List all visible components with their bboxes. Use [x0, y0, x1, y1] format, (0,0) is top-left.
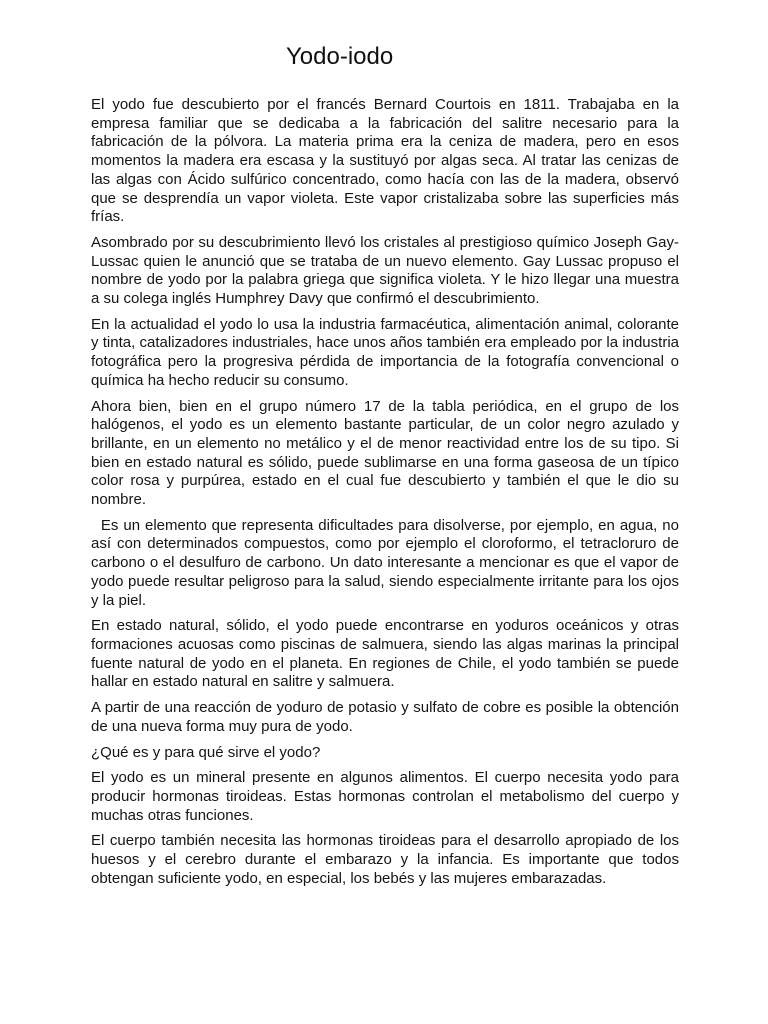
- paragraph-thyroid-hormones: El cuerpo también necesita las hormonas tiroideas para el desarrollo apropiado de los huesos y el cerebro durante el embarazo y la infancia. Es importante que todos obtengan suficiente yodo, en especial, los bebés y las mujeres embarazadas.: [91, 832, 679, 887]
- paragraph-current-uses: En la actualidad el yodo lo usa la industria farmacéutica, alimentación animal, colorante y tinta, catalizadores industriales, hace unos años también era empleado por la industria fotográfica pero la progresiva pérdida de importancia de la fotografía convencional o química ha hecho reducir su consumo.: [91, 315, 679, 389]
- paragraph-halogen-properties: Ahora bien, bien en el grupo número 17 de la tabla periódica, en el grupo de los halógenos, el yodo es un elemento bastante particular, de un color negro azulado y brillante, en un elemento no metálico y el de menor reactividad entre los de su tipo. Si bien en estado natural es sólido, puede sublimarse en una forma gaseosa de un típico color rosa y purpúrea, estado en el cual fue descubierto y también el que le dio su nombre.: [91, 397, 679, 509]
- paragraph-discovery: El yodo fue descubierto por el francés Bernard Courtois en 1811. Trabajaba en la empresa familiar que se dedicaba a la fabricación del salitre necesario para la fabricación de la pólvora. La materia prima era la ceniza de madera, pero en esos momentos la madera era escasa y la sustituyó por algas seca. Al tratar las cenizas de las algas con Ácido sulfúrico concentrado, como hacía con las de la madera, observó que se desprendía un vapor violeta. Este vapor cristalizaba sobre las superficies más frías.: [91, 96, 679, 226]
- paragraph-mineral: El yodo es un mineral presente en algunos alimentos. El cuerpo necesita yodo para producir hormonas tiroideas. Estas hormonas controlan el metabolismo del cuerpo y muchas otras funciones.: [91, 769, 679, 824]
- document-body: [91, 96, 684, 895]
- document-title: Yodo-iodo: [286, 43, 394, 70]
- paragraph-question: ¿Qué es y para qué sirve el yodo?: [91, 743, 321, 761]
- paragraph-solubility: Es un elemento que representa dificultades para disolverse, por ejemplo, en agua, no así con determinados compuestos, como por ejemplo el cloroformo, el tetracloruro de carbono o el desulfuro de carbono. Un dato interesante a mencionar es que el vapor de yodo puede resultar peligroso para la salud, siendo especialmente irritante para los ojos y la piel.: [91, 516, 684, 609]
- paragraph-natural-state: En estado natural, sólido, el yodo puede encontrarse en yoduros oceánicos y otras formaciones acuosas como piscinas de salmuera, siendo las algas marinas la principal fuente natural de yodo en el planeta. En regiones de Chile, el yodo también se puede hallar en estado natural en salitre y salmuera.: [91, 617, 679, 691]
- paragraph-gay-lussac: Asombrado por su descubrimiento llevó los cristales al prestigioso químico Joseph Gay-Lussac quien le anunció que se trataba de un nuevo elemento. Gay Lussac propuso el nombre de yodo por la palabra griega que significa violeta. Y le hizo llegar una muestra a su colega inglés Humphrey Davy que confirmó el descubrimiento.: [91, 233, 679, 308]
- paragraph-reaction: A partir de una reacción de yoduro de potasio y sulfato de cobre es posible la obtención de una nueva forma muy pura de yodo.: [91, 699, 679, 735]
